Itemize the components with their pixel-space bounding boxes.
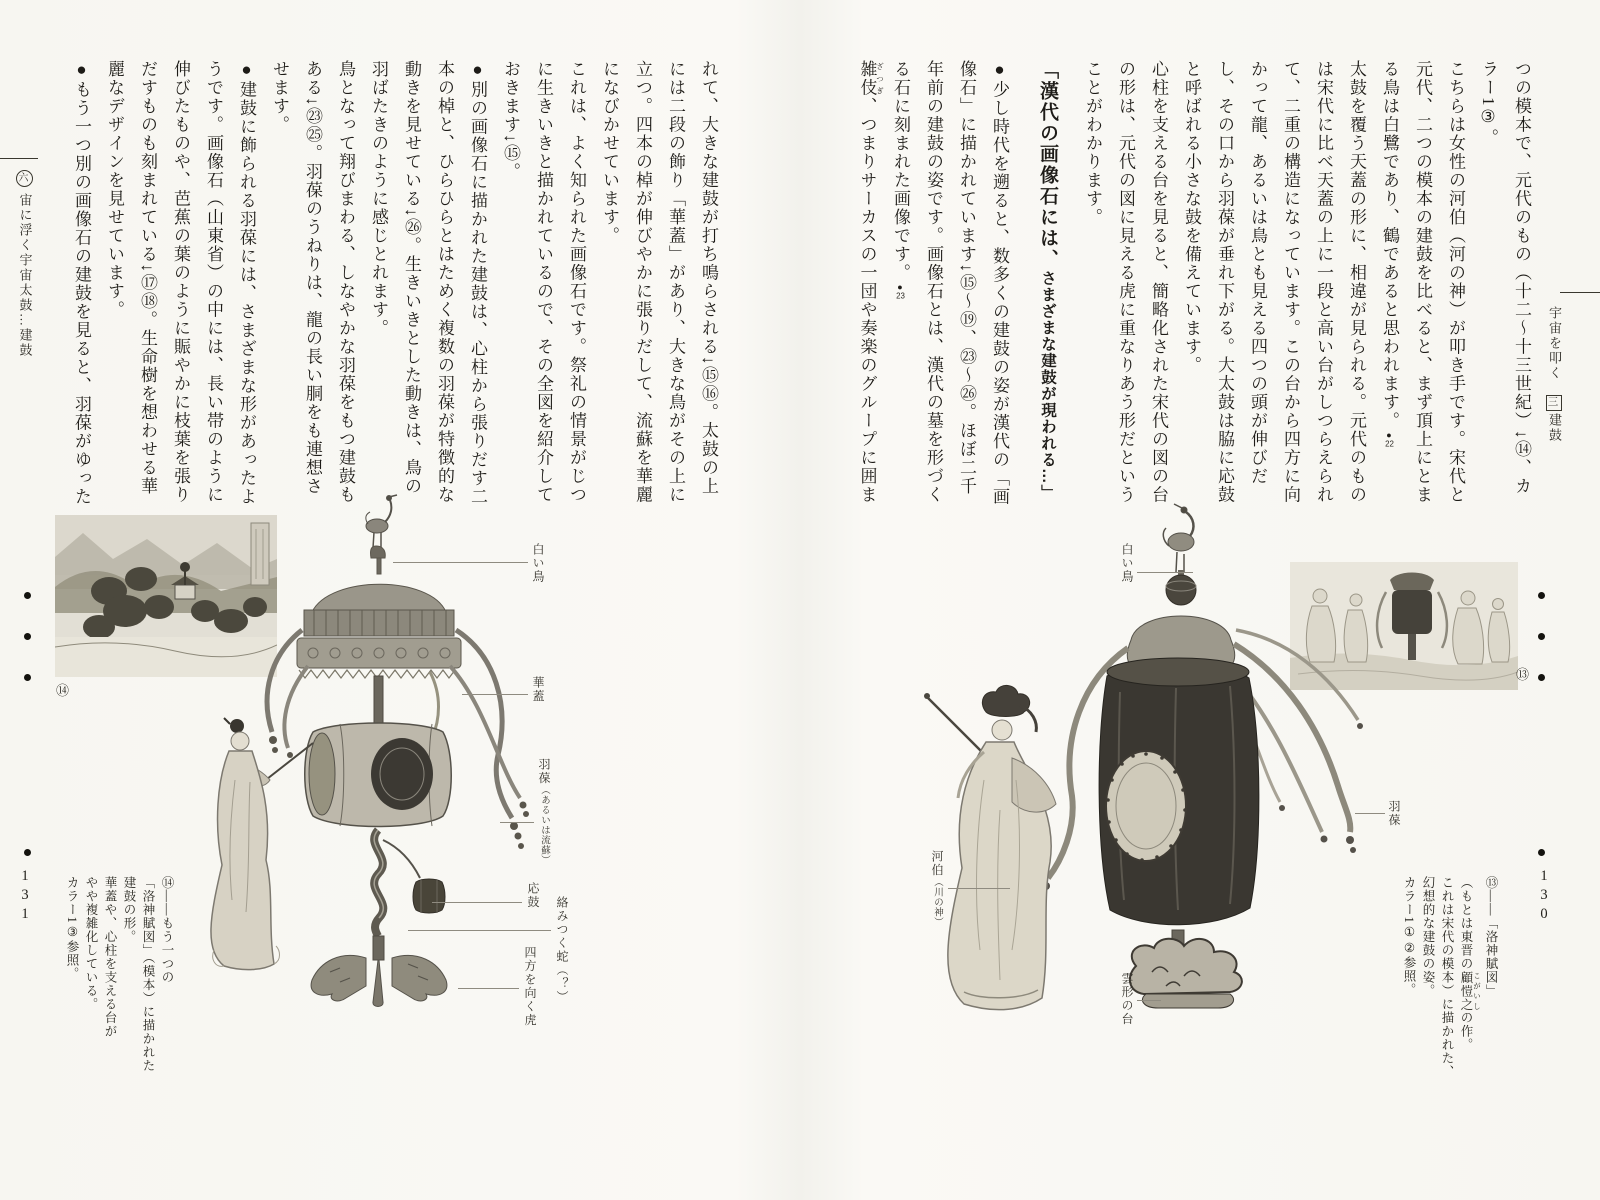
footnote-ref: ●23 bbox=[895, 282, 905, 300]
leader-line bbox=[432, 902, 522, 903]
body-paragraph: ●もう一つ別の画像石の建鼓を見ると、羽葆がゆった bbox=[72, 60, 91, 506]
margin-dot bbox=[1538, 633, 1545, 640]
body-text bbox=[856, 60, 1538, 508]
figure-number: ⑬ bbox=[1516, 667, 1530, 682]
section-heading: 「漢代の画像石には、さまざまな建鼓が現われる…」 bbox=[1037, 60, 1058, 501]
figure-caption bbox=[54, 876, 176, 1196]
page-number-dot bbox=[1538, 849, 1545, 856]
label-habo: 羽葆（あるいは流蘇） bbox=[537, 758, 551, 865]
margin-dot bbox=[24, 674, 31, 681]
label-kagai: 華蓋 bbox=[531, 676, 545, 703]
section-rule bbox=[1560, 292, 1600, 293]
label-ogo: 応鼓 bbox=[526, 882, 540, 909]
chapter-label: 建鼓 bbox=[1547, 413, 1562, 443]
entwined-snake bbox=[374, 830, 383, 936]
body-paragraph: 鳥となって翔びまわる、しなやかな羽葆をもつ建鼓もある↓㉓㉕。羽葆のうねりは、龍の長い胴をも連想させます。 bbox=[270, 60, 355, 504]
caption-line: カラー1①②参照。 bbox=[1402, 876, 1416, 997]
figure-caption bbox=[1388, 876, 1500, 1196]
label-habo: 羽葆 bbox=[1387, 800, 1401, 827]
canopy bbox=[297, 546, 461, 678]
kendo-drum-illustration bbox=[900, 480, 1370, 1020]
finial-ball bbox=[1166, 570, 1196, 605]
margin-dot bbox=[24, 633, 31, 640]
body-paragraph: 太鼓を覆う天蓋の形に、相違が見られる。元代のものは宋代に比べ天蓋の上に一段と高い台がしつらえられて、二重の構造になっています。この台から四方に向かって龍、あるいは鳥とも見える四つの頭が伸びだし、その口から羽葆が垂れ下がる。大太鼓は脇に応鼓と呼ばれる小さな鼓を備えています。 bbox=[1182, 60, 1366, 504]
caption-line: 建鼓の形。 bbox=[122, 876, 136, 944]
section-title: 宙に浮く宇宙太鼓…建鼓 bbox=[17, 193, 33, 358]
white-bird-figure bbox=[366, 495, 397, 548]
leader-line bbox=[500, 822, 534, 823]
label-cloud-base: 雲形の台 bbox=[1120, 972, 1134, 1026]
caption-line: これは宋代の模本）に描かれた、 bbox=[1440, 876, 1454, 1079]
page-130 bbox=[800, 0, 1600, 1200]
caption-line: （もとは東晋の顧愷之 こがいしの作。 bbox=[1459, 876, 1482, 1052]
body-paragraph: 雑伎 ざつぎ、つまりサーカスの一団や奏楽のグループに囲ま bbox=[857, 60, 885, 504]
caption-line: 幻想的な建鼓の姿。 bbox=[1421, 876, 1435, 998]
ruby-word: 雑伎 ざつぎ bbox=[857, 60, 885, 97]
caption-line: やや複雑化している。 bbox=[84, 876, 98, 1011]
ruby-word: 顧愷之 こがいし bbox=[1459, 970, 1482, 1011]
section-number-circled: 六 bbox=[16, 170, 33, 187]
cloud-base bbox=[1130, 930, 1242, 1008]
footnote-ref: ●22 bbox=[1384, 430, 1394, 448]
chapter-header bbox=[1546, 306, 1562, 586]
page-number: 131 bbox=[17, 868, 33, 925]
chapter-number-boxed: 三 bbox=[1546, 395, 1562, 411]
caption-line: ⑬——「洛神賦図」 bbox=[1484, 876, 1498, 998]
leader-line bbox=[1137, 572, 1193, 573]
margin-dot bbox=[24, 592, 31, 599]
label-kahaku: 河伯（川の神） bbox=[930, 850, 944, 927]
figure-number: ⑭ bbox=[56, 683, 70, 698]
leader-line bbox=[1355, 813, 1385, 814]
section-rule bbox=[0, 158, 38, 159]
caption-line: 華蓋や、心柱を支える台が bbox=[103, 876, 117, 1038]
barrel-drum bbox=[305, 723, 452, 827]
body-paragraph: こちらは女性の河伯（河の神）が叩き手です。宋代と元代、二つの模本の建鼓を比べると、まず頂上にとまる鳥は白鷺であり、鶴であると思われます。●22 bbox=[1380, 60, 1465, 504]
leader-line bbox=[1137, 1000, 1161, 1001]
white-bird-figure bbox=[1163, 504, 1194, 572]
drum-head bbox=[1106, 751, 1187, 862]
label-white-bird: 白い鳥 bbox=[531, 543, 545, 584]
body-paragraph: ●別の画像石に描かれた建鼓は、心柱から張りだす二本の棹と、ひらひらとはためく複数の羽葆が特徴的な動きを見せている↓㉖。生きいきとした動きは、鳥の羽ばたきのように感じとれます。 bbox=[369, 60, 487, 506]
leader-line bbox=[458, 988, 519, 989]
leader-line bbox=[462, 694, 528, 695]
page-number-dot bbox=[24, 849, 31, 856]
body-paragraph: これは、よく知られた画像石です。祭礼の情景がじつに生きいきと描かれているので、その全図を紹介しておきます↓⑮。 bbox=[501, 60, 586, 504]
margin-dot bbox=[1538, 674, 1545, 681]
leader-line bbox=[948, 888, 1010, 889]
drummer-figure bbox=[211, 718, 313, 970]
tiger-base bbox=[311, 936, 447, 1007]
section-header bbox=[16, 170, 33, 470]
body-paragraph: つの模本で、元代のもの（十二〜十三世紀）↓⑭、カラー1③。 bbox=[1479, 60, 1531, 496]
body-text bbox=[43, 60, 725, 508]
body-paragraph: 心柱を支える台を見ると、簡略化された宋代の図の台の形は、元代の図に見える虎に重なりあう形だということがわかります。 bbox=[1083, 60, 1168, 504]
label-tiger: 四方を向く虎 bbox=[523, 946, 537, 1027]
body-paragraph: れて、大きな建鼓が打ち鳴らされる↓⑮⑯。太鼓の上には二段の飾り「華蓋」があり、大きな鳥がその上に立つ。四本の棹が伸びやかに張りだして、流蘇を華麗になびかせています。 bbox=[600, 60, 718, 504]
leader-line bbox=[393, 562, 528, 563]
leader-line bbox=[408, 930, 551, 931]
center-pole bbox=[374, 676, 383, 724]
caption-line: ⑭——もう一つの bbox=[160, 876, 174, 984]
label-white-bird: 白い鳥 bbox=[1120, 543, 1134, 584]
body-paragraph: ●少し時代を遡ると、数多くの建鼓の姿が漢代の「画像石」に描かれています↓⑮〜⑲、㉓〜㉖。ほぼ二千年前の建鼓の姿です。画像石とは、漢代の墓を形づくる石に刻まれた画像です。●23 bbox=[891, 60, 1009, 506]
margin-dot bbox=[1538, 592, 1545, 599]
caption-line: カラー1③参照。 bbox=[65, 876, 79, 981]
caption-line: 「洛神賦図」（模本）に描かれた bbox=[141, 876, 155, 1073]
page-number: 130 bbox=[1536, 868, 1552, 925]
body-paragraph: ●建鼓に飾られる羽葆には、さまざまな形があったようです。画像石（山東省）の中には、長い帯のように伸びたものや、芭蕉の葉のように賑やかに枝葉を張りだすものも刻まれている↓⑰⑱。生命樹を想わせる華麗なデザインを見せています。 bbox=[105, 60, 256, 506]
chapter-title: 宇宙を叩く bbox=[1547, 306, 1562, 381]
label-snake: 絡みつく蛇（？） bbox=[555, 896, 569, 1004]
